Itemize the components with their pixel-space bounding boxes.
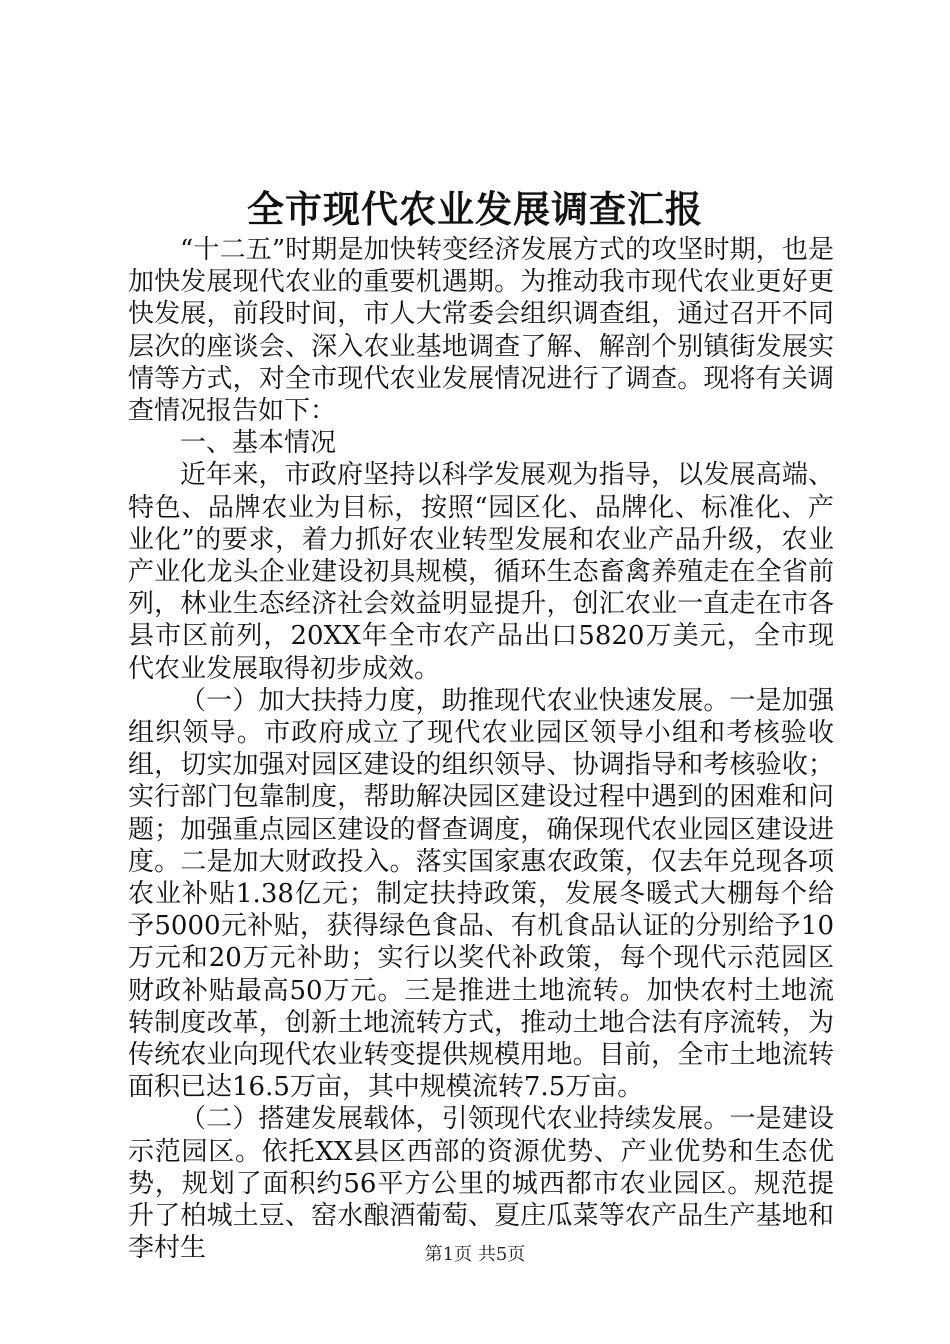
document-body (128, 234, 834, 1265)
page-footer: 第1页 共5页 (424, 1244, 526, 1265)
paragraph-support: （一）加大扶持力度，助推现代农业快速发展。一是加强组织领导。市政府成立了现代农业园区领导小组和考核验收组，切实加强对园区建设的组织领导、协调指导和考核验收；实行部门包靠制度，帮助解决园区建设过程中遇到的困难和问题；加强重点园区建设的督查调度，确保现代农业园区建设进度。二是加大财政投入。落实国家惠农政策，仅去年兑现各项农业补贴1.38亿元；制定扶持政策，发展冬暖式大棚每个给予5000元补贴，获得绿色食品、有机食品认证的分别给予10万元和20万元补助；实行以奖代补政策，每个现代示范园区财政补贴最高50万元。三是推进土地流转。加快农村土地流转制度改革，创新土地流转方式，推动土地合法有序流转，为传统农业向现代农业转变提供规模用地。目前，全市土地流转面积已达16.5万亩，其中规模流转7.5万亩。 (128, 685, 834, 1103)
paragraph-overview: 近年来，市政府坚持以科学发展观为指导，以发展高端、特色、品牌农业为目标，按照“园区化、品牌化、标准化、产业化”的要求，着力抓好农业转型发展和农业产品升级，农业产业化龙头企业建设初具规模，循环生态畜禽养殖走在全省前列，林业生态经济社会效益明显提升，创汇农业一直走在市各县市区前列，20XX年全市农产品出口5820万美元，全市现代农业发展取得初步成效。 (128, 460, 834, 684)
paragraph-platform: （二）搭建发展载体，引领现代农业持续发展。一是建设示范园区。依托XX县区西部的资源优势、产业优势和生态优势，规划了面积约56平方公里的城西都市农业园区。规范提升了柏城土豆、窑水酿酒葡萄、夏庄瓜菜等农产品生产基地和李村生 (128, 1104, 834, 1264)
section-heading-basic-situation: 一、基本情况 (180, 428, 337, 459)
paragraph-intro: “十二五”时期是加快转变经济发展方式的攻坚时期，也是加快发展现代农业的重要机遇期。为推动我市现代农业更好更快发展，前段时间，市人大常委会组织调查组，通过召开不同层次的座谈会、深入农业基地调查了解、解剖个别镇街发展实情等方式，对全市现代农业发展情况进行了调查。现将有关调查情况报告如下： (128, 235, 834, 427)
document-title: 全市现代农业发展调查汇报 (247, 187, 703, 231)
